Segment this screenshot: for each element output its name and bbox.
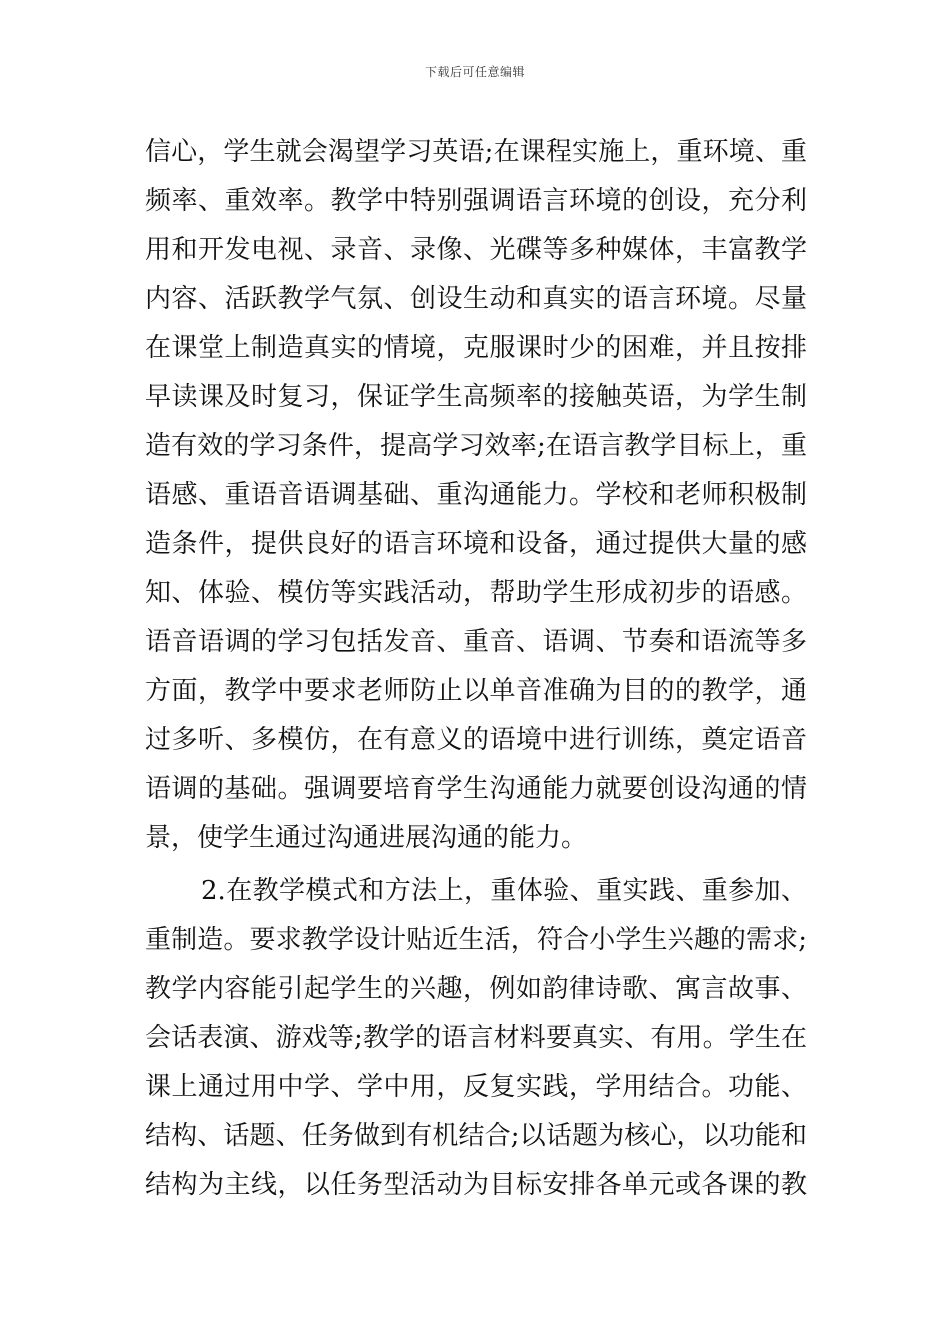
text-line: 频率、重效率。教学中特别强调语言环境的创设，充分利	[145, 186, 807, 216]
text-line: 内容、活跃教学气氛、创设生动和真实的语言环境。尽量	[145, 284, 807, 314]
text-line: 过多听、多模仿，在有意义的语境中进行训练，奠定语音	[145, 725, 807, 755]
text-line: 教学内容能引起学生的兴趣，例如韵律诗歌、寓言故事、	[145, 974, 807, 1004]
page-header: 下载后可任意编辑	[424, 65, 525, 79]
text-line: 造条件，提供良好的语言环境和设备，通过提供大量的感	[145, 529, 807, 559]
text-line: 重制造。要求教学设计贴近生活，符合小学生兴趣的需求;	[145, 925, 807, 955]
text-line: 早读课及时复习，保证学生高频率的接触英语，为学生制	[145, 382, 807, 412]
text-line: 结构、话题、任务做到有机结合;以话题为核心，以功能和	[145, 1121, 807, 1151]
text-line: 方面，教学中要求老师防止以单音准确为目的的教学，通	[145, 676, 807, 706]
text-line: 会话表演、游戏等;教学的语言材料要真实、有用。学生在	[145, 1023, 807, 1053]
paragraph-2	[145, 867, 807, 1210]
text-line: 语感、重语音语调基础、重沟通能力。学校和老师积极制	[145, 480, 807, 510]
text-line: 语调的基础。强调要培育学生沟通能力就要创设沟通的情	[145, 774, 807, 804]
text-line: 景，使学生通过沟通进展沟通的能力。	[145, 823, 588, 853]
text-line: 语音语调的学习包括发音、重音、语调、节奏和语流等多	[145, 627, 807, 657]
text-line: 2.在教学模式和方法上，重体验、重实践、重参加、	[201, 876, 807, 906]
text-line: 信心，学生就会渴望学习英语;在课程实施上，重环境、重	[145, 137, 807, 167]
text-line: 结构为主线，以任务型活动为目标安排各单元或各课的教	[145, 1170, 807, 1200]
text-line: 课上通过用中学、学中用，反复实践，学用结合。功能、	[145, 1072, 807, 1102]
paragraph-1	[145, 128, 807, 863]
text-line: 知、体验、模仿等实践活动，帮助学生形成初步的语感。	[145, 578, 807, 608]
document-body	[145, 128, 807, 1210]
text-line: 在课堂上制造真实的情境，克服课时少的困难，并且按排	[145, 333, 807, 363]
text-line: 用和开发电视、录音、录像、光碟等多种媒体，丰富教学	[145, 235, 807, 265]
text-line: 造有效的学习条件，提高学习效率;在语言教学目标上，重	[145, 431, 807, 461]
